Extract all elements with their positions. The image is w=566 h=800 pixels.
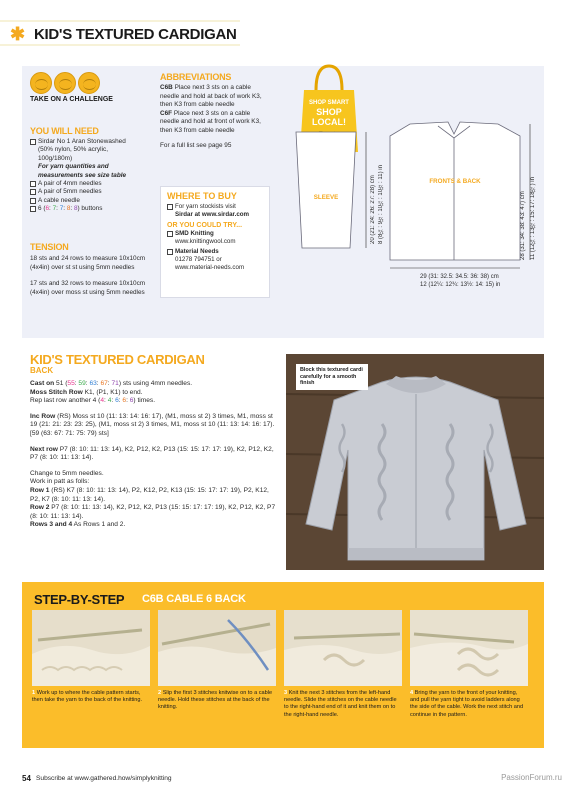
- bag-text: SHOP: [316, 107, 342, 117]
- step-photo: [158, 610, 276, 686]
- materials-list: [30, 138, 150, 214]
- list-item: 6 (6: 7: 7: 8: 8) buttons: [30, 205, 150, 213]
- knitting-illustration: [284, 610, 402, 686]
- list-item: A pair of 4mm needles: [30, 180, 150, 188]
- checkbox-icon: [167, 204, 173, 210]
- step-text: 3 Knit the next 3 stitches from the left-hand needle. Slide the stitches on the cable needle to the right-hand end of it and knit them on to the right-hand needle.: [284, 690, 397, 718]
- page-title: KID'S TEXTURED CARDIGAN: [34, 26, 237, 43]
- where-to-buy-box: [160, 186, 270, 298]
- step-text: 1 Work up to where the cable pattern starts, then take the yarn to the back of the knitting.: [32, 690, 143, 704]
- step-photo: [410, 610, 528, 686]
- yarn-ball-icon: [78, 72, 100, 94]
- list-item: For yarn stockists visit Sirdar at www.sirdar.com: [161, 203, 269, 219]
- section-subtitle: BACK: [30, 366, 54, 375]
- list-item: Sirdar No 1 Aran Stonewashed: [30, 138, 150, 146]
- step-4: [410, 610, 528, 719]
- watermark: PassionForum.ru: [501, 773, 562, 782]
- skill-level-rating: [30, 72, 122, 96]
- list-item-note: For yarn quantities and: [38, 163, 109, 171]
- knitting-illustration: [410, 610, 528, 686]
- checkbox-icon: [30, 206, 36, 212]
- list-item-note: measurements see size table: [38, 171, 127, 179]
- sleeve-length-in: 8 (8¼: 9½: 10¼: 10½: 11) in: [378, 165, 384, 244]
- cardigan-photo: [286, 354, 544, 570]
- list-item: Material Needs 01278 794751 or www.material-needs.com: [161, 248, 269, 272]
- bag-text: LOCAL!: [312, 117, 346, 127]
- alternatives-heading: OR YOU COULD TRY...: [167, 222, 243, 229]
- list-item-detail: 100g/180m): [38, 154, 73, 162]
- step-3: [284, 610, 402, 719]
- sleeve-label: SLEEVE: [313, 194, 339, 201]
- list-item-detail: (50% nylon, 50% acrylic,: [38, 146, 108, 154]
- knitting-illustration: [158, 610, 276, 686]
- next-row-instruction: Next row P7 (8: 10: 11: 13: 14), K2, P12, K2, P13 (15: 15: 17: 17: 19), K2, P12, K2, P7 (8: 10: 11: 13: 14).: [30, 445, 274, 462]
- width-in: 12 (12¼: 12¾: 13½: 14: 15) in: [420, 282, 501, 288]
- abbreviations-text: C6B Place next 3 sts on a cable needle and hold at back of work K3, then K3 from cable needle C6F Place next 3 sts on a cable needle and hold at front of work K3, then K3 from cable needle For a full list see page 95: [160, 84, 270, 150]
- skill-level-label: TAKE ON A CHALLENGE: [30, 96, 113, 103]
- steps-subtitle: C6B CABLE 6 BACK: [142, 593, 246, 605]
- schematic-drawing: [286, 120, 544, 300]
- step-1: [32, 610, 150, 704]
- size-schematic: [286, 120, 544, 300]
- you-will-need-heading: YOU WILL NEED: [30, 126, 99, 136]
- bag-text: SHOP SMART: [309, 100, 349, 106]
- subscribe-link[interactable]: Subscribe at www.gathered.how/simplyknitting: [36, 775, 172, 782]
- checkbox-icon: [30, 139, 36, 145]
- body-label: FRONTS & BACK: [429, 178, 481, 185]
- asterisk-icon: ✱: [10, 24, 26, 44]
- sleeve-length-cm: 20 (21: 24: 26: 27: 28) cm: [370, 175, 376, 244]
- yarn-ball-icon: [30, 72, 52, 94]
- knitting-illustration: [32, 610, 150, 686]
- tension-moss: 17 sts and 32 rows to measure 10x10cm (4x4in) over moss st using 5mm needles: [30, 280, 146, 296]
- checkbox-icon: [30, 181, 36, 187]
- step-text: 4 Bring the yarn to the front of your knitting, and pull the yarn tight to avoid ladders along the side of the cable. Work the next stitch and continue in the pattern.: [410, 690, 524, 718]
- list-item: A pair of 5mm needles: [30, 188, 150, 196]
- inc-row-instruction: Inc Row (RS) Moss st 10 (11: 13: 14: 16: 17), (M1, moss st 2) 3 times, M1, moss st 19 (21: 21: 23: 23: 25), (M1, moss st 2) 3 times, M1, moss st 10 (11: 13: 14: 16: 17). [59 (63: 67: 71: 75: 79) sts]: [30, 412, 275, 437]
- tension-heading: TENSION: [30, 242, 69, 252]
- cast-on-instruction: Cast on 51 (55: 59: 63: 67: 71) sts using 4mm needles. Moss Stitch Row K1, (P1, K1) to end. Rep last row another 4 (4: 4: 6: 6: 6) times.: [30, 380, 193, 405]
- abbreviations-heading: ABBREVIATIONS: [160, 72, 232, 82]
- pattern-instructions: [30, 380, 280, 537]
- list-item: A cable needle: [30, 197, 150, 205]
- step-photo: [32, 610, 150, 686]
- checkbox-icon: [30, 198, 36, 204]
- steps-title: STEP-BY-STEP: [34, 592, 125, 607]
- page-number: 54: [22, 774, 31, 783]
- photo-caption: Block this textured cardi carefully for a smooth finish: [296, 364, 368, 390]
- page-header: [0, 20, 240, 46]
- step-text: 2 Slip the first 3 stitches knitwise on to a cable needle. Hold these stitches at the back of the knitting.: [158, 690, 273, 711]
- tension-st-st: 18 sts and 24 rows to measure 10x10cm (4x4in) over st st using 5mm needles: [30, 255, 146, 271]
- body-length-cm: 28 (31: 34: 38: 43: 47) cm: [520, 191, 526, 260]
- step-by-step-panel: [22, 582, 544, 748]
- checkbox-icon: [30, 189, 36, 195]
- width-cm: 29 (31: 32.5: 34.5: 36: 38) cm: [420, 274, 499, 280]
- checkbox-icon: [167, 231, 173, 237]
- section-title: KID'S TEXTURED CARDIGAN: [30, 352, 205, 367]
- step-2: [158, 610, 276, 712]
- page-footer: [22, 772, 562, 788]
- abbreviations-more: For a full list see page 95: [160, 141, 232, 149]
- tension-text: [30, 254, 150, 304]
- pattern-rows-instruction: Change to 5mm needles. Work in patt as folls: Row 1 (RS) K7 (8: 10: 11: 13: 14), P2, K12, P2, K13 (15: 15: 17: 17: 19), P2, K12, P2, K7 (8: 10: 11: 13: 14). Row 2 P7 (8: 10: 11: 13: 14), K2, P12, K2, P13 (15: 15: 17: 17: 19), K2, P12, K2, P7 (8: 10: 11: 13: 14). Rows 3 and 4 As Rows 1 and 2.: [30, 469, 276, 529]
- yarn-ball-icon: [54, 72, 76, 94]
- body-length-in: 11 (12¼: 13½: 15: 17: 18½) in: [530, 177, 536, 260]
- checkbox-icon: [167, 249, 173, 255]
- step-photo: [284, 610, 402, 686]
- where-to-buy-heading: WHERE TO BUY: [167, 191, 237, 201]
- list-item: SMD Knitting www.knittingwool.com: [161, 230, 269, 246]
